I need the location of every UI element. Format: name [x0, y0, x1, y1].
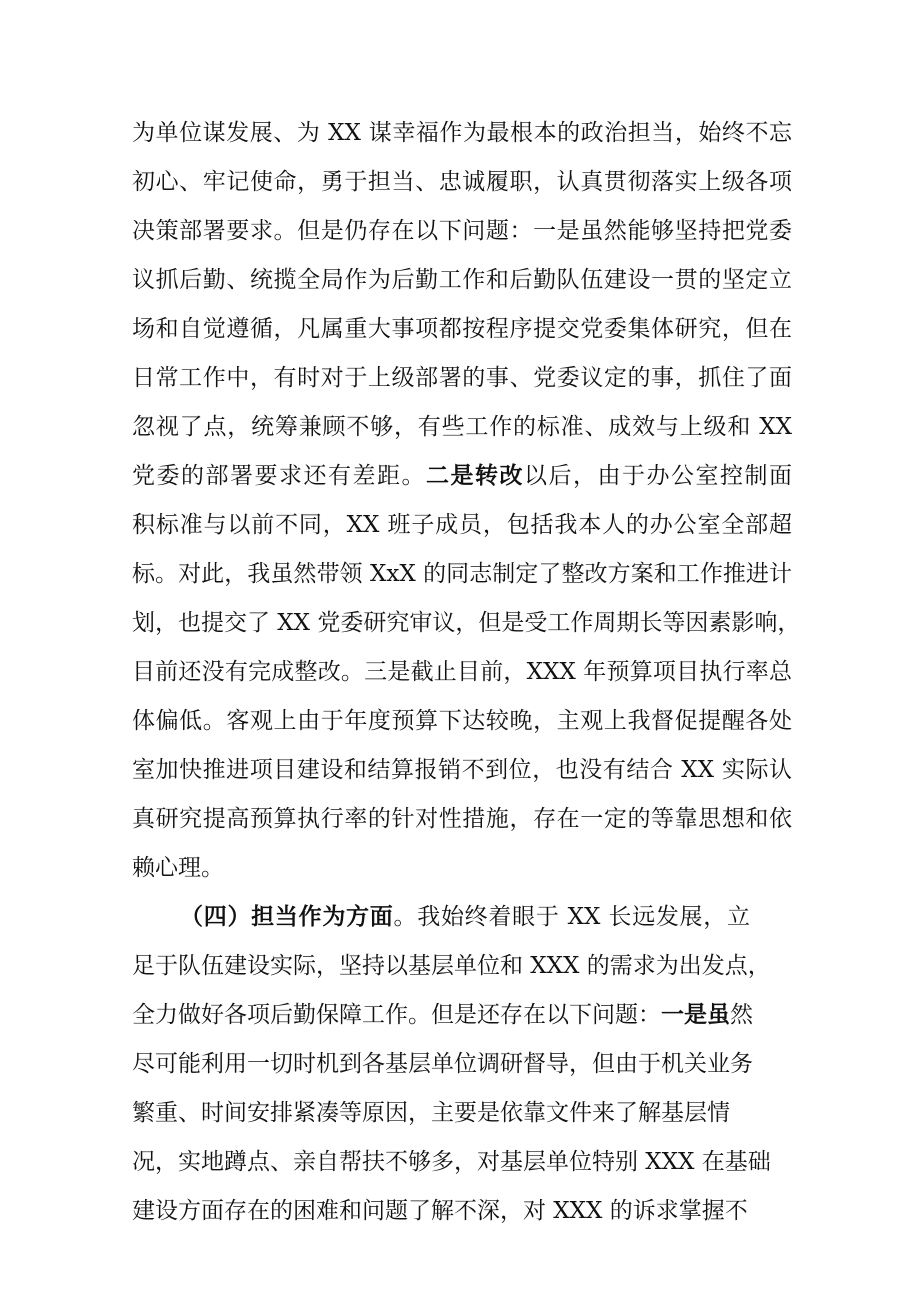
text-line: 标。对此，我虽然带领 XxX 的同志制定了整改方案和工作推进计 [132, 561, 792, 587]
text-line: 目前还没有完成整改。三是截止目前，XXX 年预算项目执行率总 [132, 659, 792, 685]
text-line: 繁重、时间安排紧凑等原因，主要是依靠文件来了解基层情 [132, 1100, 730, 1126]
text-line: 室加快推进项目建设和结算报销不到位，也没有结合 XX 实际认 [132, 757, 792, 783]
text-line: 忽视了点，统筹兼顾不够，有些工作的标准、成效与上级和 XX [132, 414, 792, 440]
text-line: 尽可能利用一切时机到各基层单位调研督导，但由于机关业务 [132, 1051, 753, 1077]
text-line: 议抓后勤、统揽全局作为后勤工作和后勤队伍建设一贯的坚定立 [132, 267, 792, 293]
text-line: 划，也提交了 XX 党委研究审议，但是受工作周期长等因素影响， [132, 610, 801, 636]
bold-phrase: 二是转改 [426, 463, 524, 489]
bold-phrase: 一是虽 [661, 1002, 730, 1028]
text-segment: 全力做好各项后勤保障工作。但是还存在以下问题： [132, 1002, 661, 1028]
text-line: 建设方面存在的困难和问题了解不深，对 XXX 的诉求掌握不 [132, 1198, 748, 1224]
text-line-with-bold [132, 995, 753, 1035]
text-segment: 党委的部署要求还有差距。 [132, 463, 426, 489]
text-line: 真研究提高预算执行率的针对性措施，存在一定的等靠思想和依 [132, 806, 792, 832]
text-line: 足于队伍建设实际，坚持以基层单位和 XXX 的需求为出发点， [132, 953, 771, 979]
text-line: 初心、牢记使命，勇于担当、忠诚履职，认真贯彻落实上级各项 [132, 169, 792, 195]
text-line: 况，实地蹲点、亲自帮扶不够多，对基层单位特别 XXX 在基础 [132, 1149, 771, 1175]
section-heading: （四）担当作为方面 [180, 904, 394, 930]
text-segment: 。我始终着眼于 XX 长远发展，立 [393, 904, 751, 930]
text-line: 积标准与以前不同，XX 班子成员，包括我本人的办公室全部超 [132, 512, 792, 538]
text-segment: 以后，由于办公室控制面 [524, 463, 792, 489]
text-line: 为单位谋发展、为 XX 谋幸福作为最根本的政治担当，始终不忘 [132, 120, 792, 146]
text-line-with-bold [132, 456, 792, 496]
text-segment: 然 [730, 1002, 753, 1028]
text-line: 体偏低。客观上由于年度预算下达较晚，主观上我督促提醒各处 [132, 708, 792, 734]
text-line: 场和自觉遵循，凡属重大事项都按程序提交党委集体研究，但在 [132, 316, 792, 342]
section-heading-line [180, 897, 750, 937]
text-line: 日常工作中，有时对于上级部署的事、党委议定的事，抓住了面 [132, 365, 792, 391]
text-line: 赖心理。 [132, 855, 224, 881]
text-line: 决策部署要求。但是仍存在以下问题：一是虽然能够坚持把党委 [132, 218, 792, 244]
